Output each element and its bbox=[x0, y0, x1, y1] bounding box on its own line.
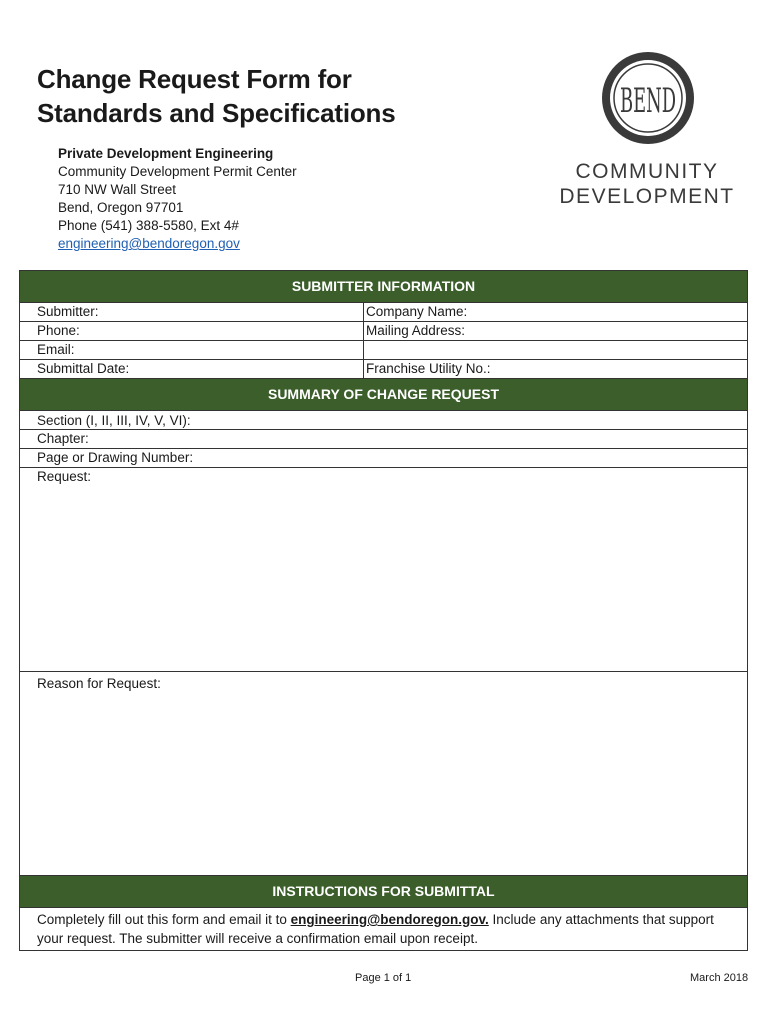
section-row bbox=[20, 411, 747, 430]
page-number: Page 1 of 1 bbox=[355, 972, 412, 984]
franchise-utility-field[interactable]: Franchise Utility No.: bbox=[366, 361, 491, 376]
logo-line-community: COMMUNITY bbox=[575, 160, 719, 183]
reason-for-request-field[interactable]: Reason for Request: bbox=[20, 672, 747, 876]
mailing-address-continued-field[interactable] bbox=[364, 341, 747, 359]
seal-text: BEND bbox=[620, 81, 676, 121]
instructions-email-link[interactable]: engineering@bendoregon.gov. bbox=[290, 912, 489, 927]
email-row bbox=[20, 341, 747, 360]
instructions-section-heading: INSTRUCTIONS FOR SUBMITTAL bbox=[20, 876, 747, 908]
mailing-address-field[interactable]: Mailing Address: bbox=[366, 323, 466, 338]
company-name-field[interactable]: Company Name: bbox=[366, 304, 468, 319]
street-address: 710 NW Wall Street bbox=[58, 182, 177, 197]
submitter-field[interactable]: Submitter: bbox=[20, 303, 364, 321]
change-request-form bbox=[19, 270, 748, 951]
submittal-date-field[interactable]: Submittal Date: bbox=[20, 360, 364, 378]
center-name: Community Development Permit Center bbox=[58, 164, 297, 179]
contact-block bbox=[58, 145, 297, 253]
email-link[interactable]: engineering@bendoregon.gov bbox=[58, 236, 240, 251]
instructions-text-before: Completely fill out this form and email it to bbox=[37, 912, 291, 927]
department-name: Private Development Engineering bbox=[58, 146, 274, 161]
logo-line-development: DEVELOPMENT bbox=[559, 185, 735, 208]
revision-date: March 2018 bbox=[690, 972, 749, 984]
page-drawing-row bbox=[20, 449, 747, 468]
title-line-2: Standards and Specifications bbox=[37, 98, 396, 128]
page-drawing-field[interactable]: Page or Drawing Number: bbox=[37, 450, 194, 465]
phone-number: Phone (541) 388-5580, Ext 4# bbox=[58, 218, 239, 233]
chapter-field[interactable]: Chapter: bbox=[37, 431, 89, 446]
summary-section-heading: SUMMARY OF CHANGE REQUEST bbox=[20, 379, 747, 411]
instructions-text-after: Include any attachments that support your request. The submitter will receive a confirmation email upon receipt. bbox=[37, 912, 714, 946]
section-field[interactable]: Section (I, II, III, IV, V, VI): bbox=[37, 413, 191, 428]
city-address: Bend, Oregon 97701 bbox=[58, 200, 184, 215]
title-line-1: Change Request Form for bbox=[37, 64, 352, 94]
chapter-row bbox=[20, 430, 747, 449]
form-title bbox=[37, 62, 396, 130]
phone-row bbox=[20, 322, 747, 341]
phone-field[interactable]: Phone: bbox=[20, 322, 364, 340]
submittal-date-row bbox=[20, 360, 747, 379]
email-field[interactable]: Email: bbox=[20, 341, 364, 359]
submitter-section-heading: SUBMITTER INFORMATION bbox=[20, 271, 747, 303]
submitter-row bbox=[20, 303, 747, 322]
request-field[interactable]: Request: bbox=[20, 468, 747, 672]
instructions-text bbox=[20, 908, 747, 950]
